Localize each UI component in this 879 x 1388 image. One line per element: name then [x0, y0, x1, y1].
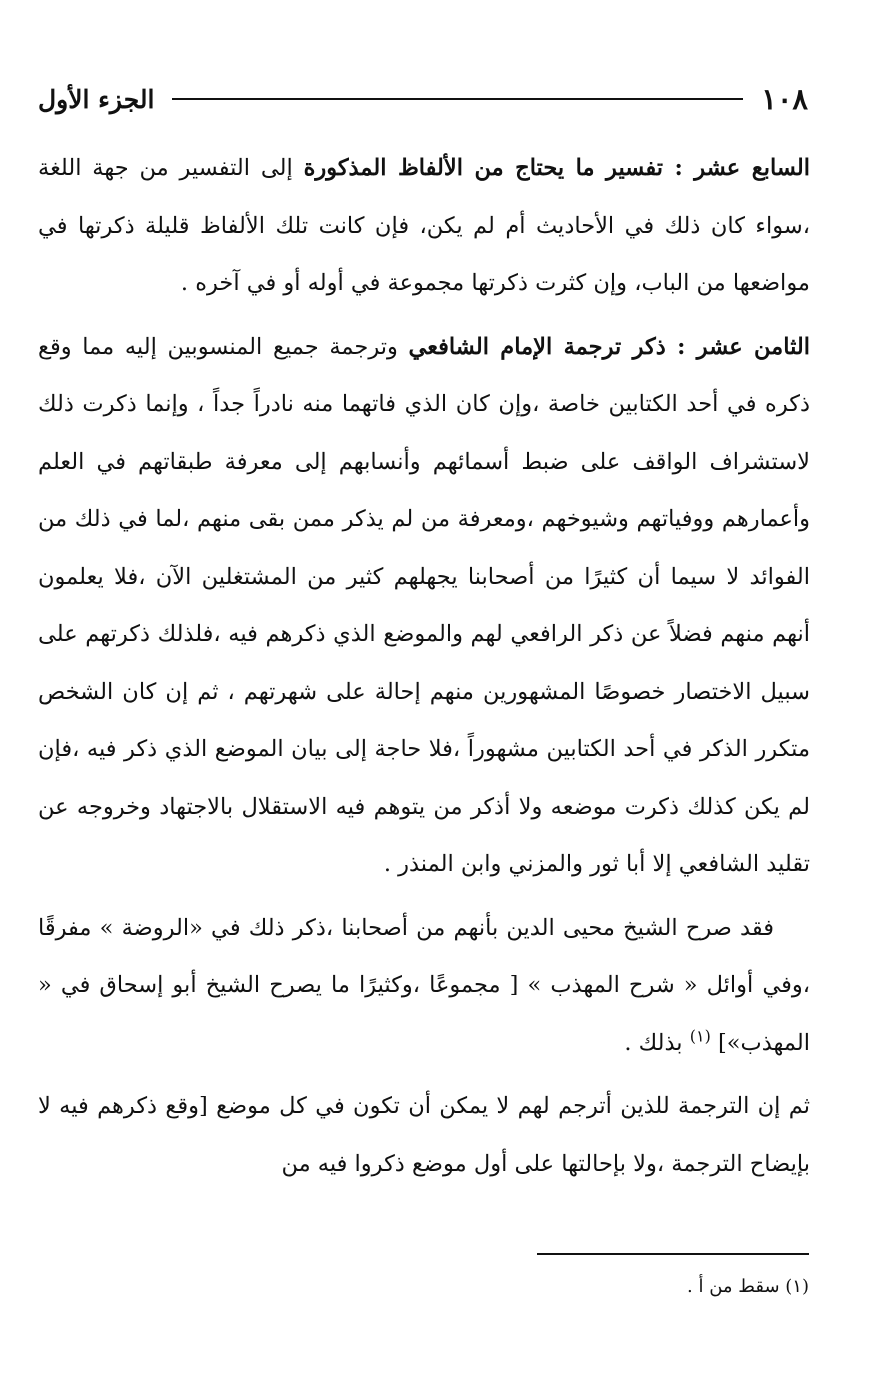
paragraph-text: فقد صرح الشيخ محيى الدين بأنهم من أصحابنا ،ذكر ذلك في «الروضة » مفرقًا ،وفي أوائل « شرح المهذب » [ مجموعًا ،وكثيرًا ما يصرح الشيخ أبو إسحاق في « المهذب»] — [38, 914, 811, 1056]
running-header — [38, 76, 808, 122]
part-title: الجزء الأول — [38, 84, 155, 114]
paragraph-seventeenth — [38, 140, 810, 313]
paragraph-lead: الثامن عشر : ذكر ترجمة الإمام الشافعي — [408, 333, 810, 360]
footnote: (١) سقط من أ . — [687, 1276, 809, 1297]
footnote-marker[interactable]: (١) — [689, 1026, 711, 1045]
paragraph-muhyi-al-din — [38, 900, 810, 1073]
paragraph-text-after: بذلك . — [624, 1029, 690, 1056]
paragraph-translation — [38, 1078, 810, 1193]
paragraph-text: إلى التفسير من جهة اللغة ،سواء كان ذلك في الأحاديث أم لم يكن، فإن كانت تلك الألفاظ قليلة ذكرتها في مواضعها من الباب، وإن كثرت ذكرتها مجموعة في أوله أو في آخره . — [38, 155, 810, 296]
header-rule — [172, 98, 743, 100]
footnote-rule — [537, 1253, 809, 1255]
body-text — [38, 140, 810, 1193]
paragraph-eighteenth — [38, 319, 810, 894]
paragraph-text: وترجمة جميع المنسوبين إليه مما وقع ذكره في أحد الكتابين خاصة ،وإن كان الذي فاتهما منه نادراً جداً ، وإنما ذكرت ذلك لاستشراف الواقف على ضبط أسمائهم وأنسابهم إلى معرفة طبقاتهم في العلم وأعمارهم ووفياتهم وشيوخهم ،ومعرفة من لم يذكر ممن بقى منهم ،لما في ذلك من الفوائد لا سيما أن كثيرًا من أصحابنا يجهلهم كثير من المشتغلين الآن ،فلا يعلمون أنهم منهم فضلاً عن ذكر الرافعي لهم والموضع الذي ذكرهم فيه ،فلذلك ذكرتهم على سبيل الاختصار خصوصًا المشهورين منهم إحالة على شهرتهم ، ثم إن كان الشخص متكرر الذكر في أحد الكتابين مشهوراً ،فلا حاجة إلى بيان الموضع الذي ذكر فيه ،فإن لم يكن كذلك ذكرت موضعه ولا أذكر من يتوهم فيه الاستقلال بالاجتهاد وخروجه عن تقليد الشافعي إلا أبا ثور والمزني وابن المنذر . — [38, 333, 810, 877]
paragraph-lead: السابع عشر : تفسير ما يحتاج من الألفاظ المذكورة — [303, 155, 811, 181]
paragraph-text: ثم إن الترجمة للذين أترجم لهم لا يمكن أن تكون في كل موضع [وقع ذكرهم فيه لا بإيضاح الترجمة ،ولا بإحالتها على أول موضع ذكروا فيه من — [38, 1093, 810, 1177]
page-number: ١٠٨ — [761, 82, 808, 116]
